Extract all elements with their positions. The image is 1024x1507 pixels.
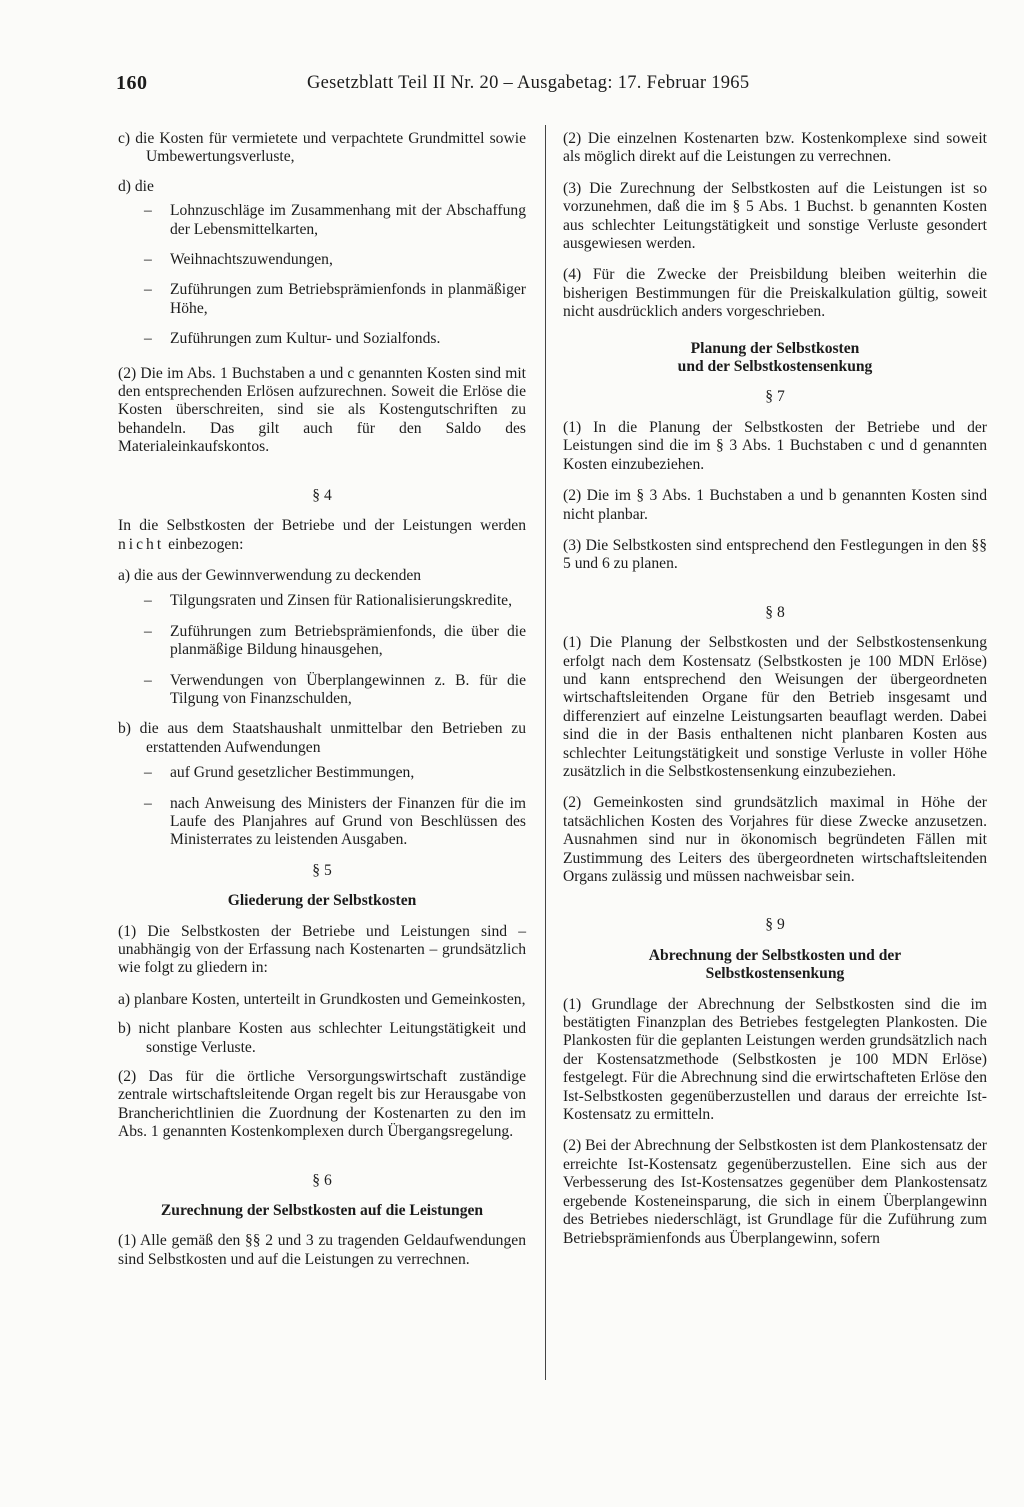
section-number: § 7 [765, 388, 785, 406]
paragraph: (4) Für die Zwecke der Preisbildung bleiben weiterhin die bisherigen Bestimmungen für die Preiskalkulation gültig, soweit nicht ausdrücklich anders vorgeschrieben. [563, 266, 987, 321]
left-column [118, 130, 526, 1282]
item-a: a) die aus der Gewinnverwendung zu deckenden [118, 566, 422, 584]
list-item: – Tilgungsraten und Zinsen für Rationalisierungskredite, [144, 592, 513, 610]
paragraph: (1) In die Planung der Selbstkosten der Betriebe und der Leistungen sind die im § 3 Abs. 1 Buchstaben c und d genannten Kosten einzubeziehen. [563, 418, 987, 473]
page-title: Gesetzblatt Teil II Nr. 20 – Ausgabetag: 17. Februar 1965 [307, 73, 750, 93]
section-number: § 6 [312, 1171, 332, 1189]
paragraph: (1) Die Selbstkosten der Betriebe und Leistungen sind – unabhängig von der Erfassung nach Kostenarten – grundsätzlich wie folgt zu gliedern in: [118, 922, 526, 977]
list-item: – nach Anweisung des Ministers der Finanzen für die im Laufe des Planjahres auf Grund von Beschlüssen des Ministerrates zu leistenden Ausgaben. [144, 794, 526, 849]
paragraph: (2) Das für die örtliche Versorgungswirtschaft zuständige zentrale wirtschaftsleitende Organ regelt bis zur Herausgabe von Brancherichtlinien die Zuordnung der Kostenarten zu den im Abs. 1 genannten Kostenkomplexen durch Übergangsregelung. [118, 1068, 526, 1141]
item-a: a) planbare Kosten, unterteilt in Grundkosten und Gemeinkosten, [118, 990, 526, 1008]
page-header [102, 72, 922, 96]
right-column [563, 130, 987, 1248]
paragraph: (2) Die im § 3 Abs. 1 Buchstaben a und b genannten Kosten sind nicht planbar. [563, 487, 987, 523]
block-heading: und der Selbstkostensenkung [677, 358, 873, 376]
paragraph: (1) Alle gemäß den §§ 2 und 3 zu tragenden Geldaufwendungen sind Selbstkosten und auf die Leistungen zu verrechnen. [118, 1232, 526, 1268]
list-item: – Zuführungen zum Betriebsprämienfonds, die über die planmäßige Bildung hinausgehen, [144, 622, 526, 659]
paragraph: (1) Grundlage der Abrechnung der Selbstkosten sind die im bestätigten Finanzplan des Betriebes festgelegten Plankosten. Die Plankosten für die geplanten Leistungen werden grundsätzlich nach der Kostensatzmethode (Selbstkosten je 100 MDN Erlöse) festgelegt. Für die Abrechnung sind die erwirtschafteten Erlöse den Ist-Selbstkosten gegenüberzustellen und daraus der erreichte Ist-Kostensatz zu ermitteln. [563, 995, 987, 1124]
list-item: – Lohnzuschläge im Zusammenhang mit der Abschaffung der Lebensmittelkarten, [144, 202, 526, 238]
item-d: d) die [118, 177, 154, 195]
page-number: 160 [116, 72, 148, 94]
paragraph: (3) Die Zurechnung der Selbstkosten auf die Leistungen ist so vorzunehmen, daß die im § 5 Abs. 1 Buchst. b genannten Kosten aus schlechter Leitungstätigkeit und sonstige Verluste gesondert ausgewiesen werden. [563, 179, 987, 253]
section-number: § 8 [765, 603, 785, 621]
list-item: – auf Grund gesetzlicher Bestimmungen, [144, 764, 415, 782]
section-number: § 5 [312, 861, 332, 879]
paragraph: (2) Die im Abs. 1 Buchstaben a und c genannten Kosten sind mit den entsprechenden Erlösen aufzurechnen. Soweit die Erlöse die Kosten überschreiten, sind sie als Kostengutschriften zu behandeln. Das gilt auch für den Saldo des Materialeinkaufskontos. [118, 364, 526, 456]
column-divider [545, 125, 546, 1380]
section-heading: Abrechnung der Selbstkosten und der [648, 946, 902, 964]
paragraph: (2) Die einzelnen Kostenarten bzw. Kostenkomplexe sind soweit als möglich direkt auf die Leistungen zu verrechnen. [563, 130, 987, 166]
item-b: b) die aus dem Staatshaushalt unmittelbar den Betrieben zu erstattenden Aufwendungen [118, 720, 526, 756]
block-heading: Planung der Selbstkosten [690, 339, 860, 357]
section-number: § 9 [765, 916, 785, 934]
paragraph: (2) Gemeinkosten sind grundsätzlich maximal in Höhe der tatsächlichen Kosten des Vorjahres für diese Zwecke anzusetzen. Ausnahmen sind nur in ökonomisch begründeten Fällen mit Zustimmung des Leiters des übergeordneten wirtschaftsleitenden Organs zulässig und müssen nachweisbar sein. [563, 794, 987, 885]
section-heading: Selbstkostensenkung [705, 965, 845, 983]
item-c: c) die Kosten für vermietete und verpachtete Grundmittel sowie Umbewertungsverluste, [118, 130, 526, 166]
section-number: § 4 [312, 486, 332, 504]
list-item: – Verwendungen von Überplangewinnen z. B. für die Tilgung von Finanzschulden, [144, 671, 526, 707]
list-item: – Weihnachtszuwendungen, [144, 251, 333, 269]
section-heading: Zurechnung der Selbstkosten auf die Leistungen [160, 1202, 484, 1220]
item-b: b) nicht planbare Kosten aus schlechter Leitungstätigkeit und sonstige Verluste. [118, 1020, 526, 1056]
paragraph: (1) Die Planung der Selbstkosten und der Selbstkostensenkung erfolgt nach dem Kostensatz (Selbstkosten je 100 MDN Erlöse) und kann entsprechend den Weisungen der übergeordneten wirtschaftsleitenden Organe für den Betrieb insgesamt und differenziert auf einzelne Leistungsarten beauflagt werden. Dabei sind die in der Basis enthaltenen nicht planbaren Kosten aus schlechter Leitungstätigkeit und sonstige Verluste in voller Höhe zusätzlich in die Selbstkostensenkung einzubeziehen. [563, 634, 987, 780]
paragraph: (2) Bei der Abrechnung der Selbstkosten ist dem Plankostensatz der erreichte Ist-Kostensatz gegenüberzustellen. Eine sich aus der Verbesserung des Ist-Kostensatzes gegenüber dem Plankostensatz ergebende Kosteneinsparung, die sich in einem Überplangewinn des Betriebes niederschlägt, ist Grundlage für die Zuführung zum Betriebsprämienfonds aus Überplangewinn, sofern [563, 1137, 987, 1247]
list-item: – Zuführungen zum Kultur- und Sozialfonds. [144, 330, 441, 348]
list-item: – Zuführungen zum Betriebsprämienfonds in planmäßiger Höhe, [144, 281, 526, 317]
emphasis-text: nicht [118, 535, 165, 553]
paragraph: In die Selbstkosten der Betriebe und der Leistungen werden nicht einbezogen: [118, 517, 526, 553]
section-heading: Gliederung der Selbstkosten [227, 892, 417, 910]
paragraph: (3) Die Selbstkosten sind entsprechend den Festlegungen in den §§ 5 und 6 zu planen. [563, 536, 987, 573]
